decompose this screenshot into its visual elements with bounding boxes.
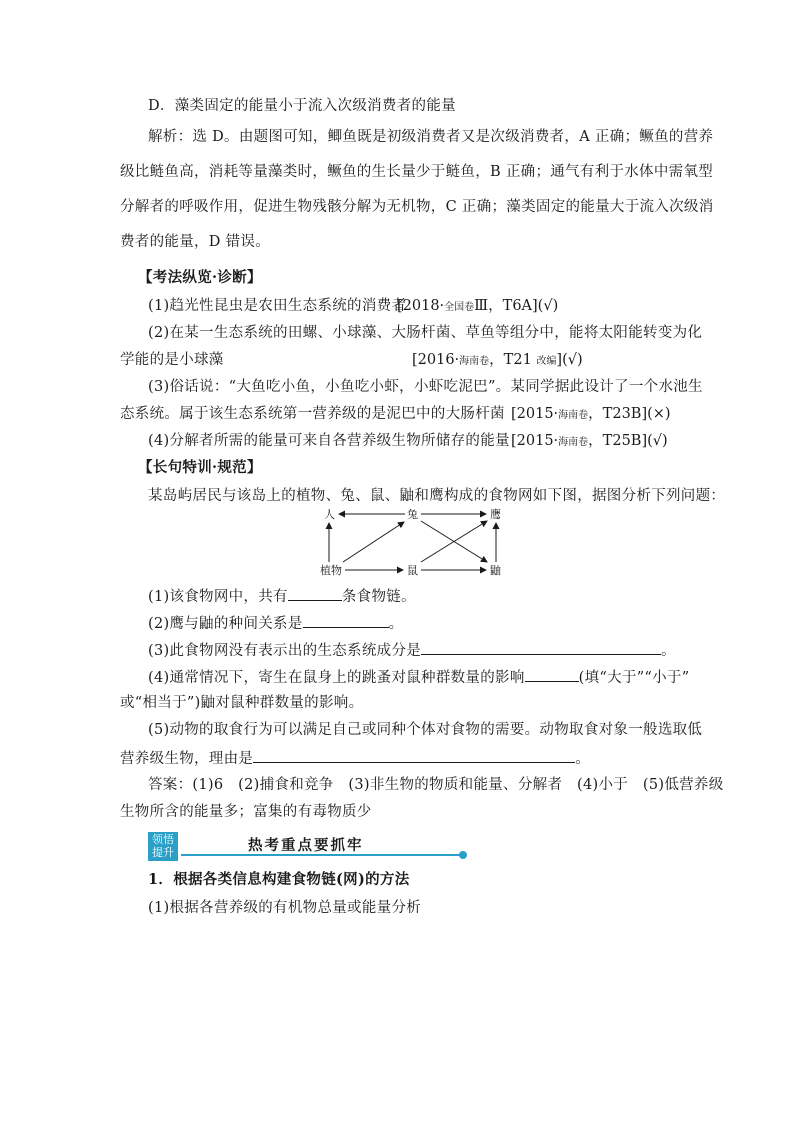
analysis-line-1: 解析：选 D。由题图可知，鲫鱼既是初级消费者又是次级消费者，A 正确；鳜鱼的营养	[148, 129, 714, 145]
item-4-ref: [2015·海南卷，T25B](√)	[511, 433, 668, 449]
answer-blank-3[interactable]	[421, 639, 661, 655]
answer-line-1: 答案：(1)6 (2)捕食和竞争 (3)非生物的物质和能量、分解者 (4)小于 (5)低营养级	[148, 777, 724, 793]
question-5-line-1: (5)动物的取食行为可以满足自己或同种个体对食物的需要。动物取食对象一般选取低	[148, 722, 703, 738]
item-1-ref: [2018·全国卷Ⅲ，T6A](√)	[397, 298, 559, 314]
node-plant: 植物	[320, 564, 342, 577]
section-title-diagnosis: 【考法纵览·诊断】	[138, 269, 262, 286]
method-title: 1．根据各类信息构建食物链(网)的方法	[148, 871, 410, 888]
item-3-ref: [2015·海南卷，T23B](×)	[511, 406, 671, 422]
item-2-line-2: 学能的是小球藻	[120, 352, 224, 368]
question-4-line-2: 或“相当于”)鼬对鼠种群数量的影响。	[120, 695, 364, 711]
question-3: (3)此食物网没有表示出的生态系统成分是 。	[148, 639, 676, 661]
question-5-line-2: 营养级生物，理由是 。	[120, 747, 590, 769]
answer-blank-4[interactable]	[525, 666, 579, 682]
question-2: (2)鹰与鼬的种间关系是 。	[148, 612, 403, 634]
item-2-ref: [2016·海南卷，T21 改编](√)	[412, 352, 583, 368]
item-2-line-1: (2)在某一生态系统的田螺、小球藻、大肠杆菌、草鱼等组分中，能将太阳能转变为化	[148, 325, 703, 341]
method-subtitle: (1)根据各营养级的有机物总量或能量分析	[148, 900, 422, 916]
banner-badge: 领悟 提升	[148, 832, 178, 861]
item-4-text: (4)分解者所需的能量可来自各营养级生物所储存的能量	[148, 433, 510, 449]
node-human: 人	[324, 508, 335, 521]
item-3-line-2: 态系统。属于该生态系统第一营养级的是泥巴中的大肠杆菌	[120, 406, 505, 422]
analysis-line-4: 费者的能量，D 错误。	[120, 234, 271, 250]
analysis-line-3: 分解者的呼吸作用，促进生物残骸分解为无机物，C 正确；藻类固定的能量大于流入次级消	[120, 199, 714, 215]
banner-dot	[459, 851, 467, 859]
answer-blank-1[interactable]	[288, 585, 342, 601]
banner-title: 热考重点要抓牢	[248, 838, 364, 854]
arrow-plant-rabbit	[343, 522, 404, 562]
answer-blank-2[interactable]	[303, 612, 389, 628]
node-weasel: 鼬	[490, 564, 501, 577]
item-1-text: (1)趋光性昆虫是农田生态系统的消费者	[148, 298, 407, 314]
question-intro: 某岛屿居民与该岛上的植物、兔、鼠、鼬和鹰构成的食物网如下图，据图分析下列问题：	[148, 488, 726, 504]
section-banner	[148, 832, 468, 862]
answer-blank-5[interactable]	[253, 747, 575, 763]
answer-line-2: 生物所含的能量多；富集的有毒物质少	[120, 804, 372, 820]
option-d: D．藻类固定的能量小于流入次级消费者的能量	[148, 98, 456, 114]
food-web-diagram	[310, 508, 510, 580]
section-title-training: 【长句特训·规范】	[138, 459, 262, 476]
node-mouse: 鼠	[407, 564, 418, 577]
item-3-line-1: (3)俗话说：“大鱼吃小鱼，小鱼吃小虾，小虾吃泥巴”。某同学据此设计了一个水池生	[148, 379, 703, 395]
question-1: (1)该食物网中，共有 条食物链。	[148, 585, 416, 607]
node-eagle: 鹰	[490, 508, 501, 521]
analysis-line-2: 级比鲢鱼高，消耗等量藻类时，鳜鱼的生长量少于鲢鱼，B 正确；通气有利于水体中需氧型	[120, 164, 714, 180]
question-4-line-1: (4)通常情况下，寄生在鼠身上的跳蚤对鼠种群数量的影响 (填“大于”“小于”	[148, 666, 689, 688]
node-rabbit: 兔	[407, 508, 418, 521]
